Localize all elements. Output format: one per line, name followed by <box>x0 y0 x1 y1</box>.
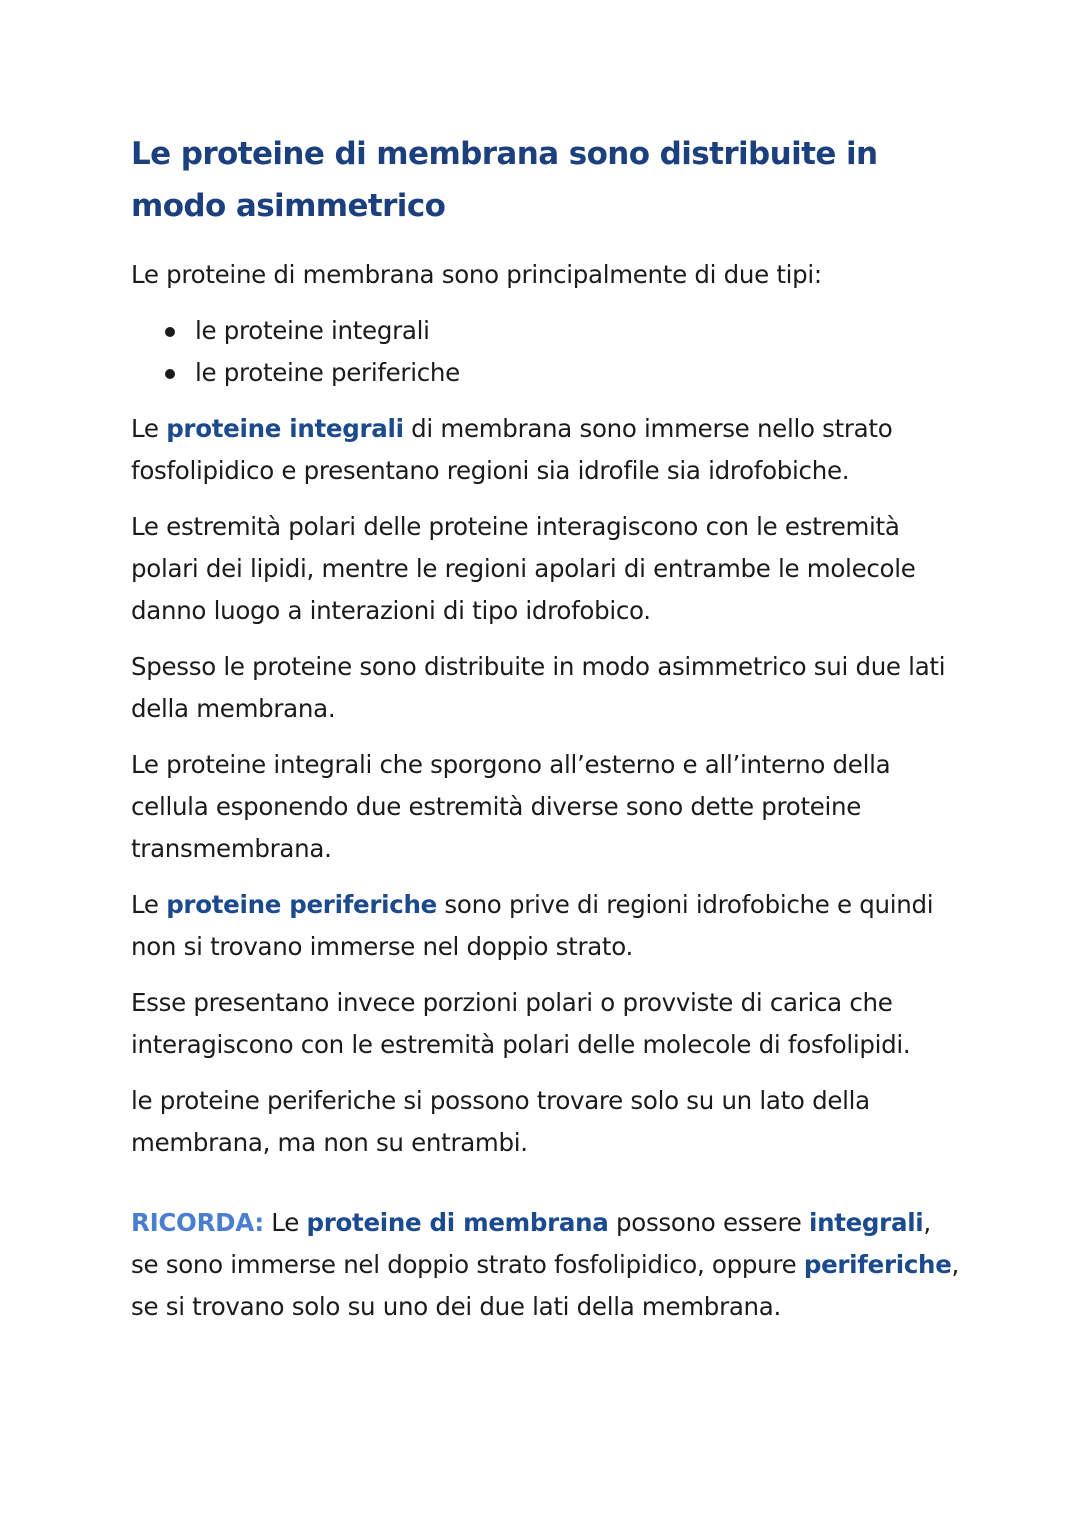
text-span: , se sono immerse nel doppio strato fosfolipidico, oppure <box>131 1208 931 1279</box>
list-item-label: le proteine integrali <box>195 316 430 345</box>
polar-ends-paragraph: Le estremità polari delle proteine interagiscono con le estremità polari dei lipidi, mentre le regioni apolari di entrambe le molecole danno luogo a interazioni di tipo idrofobico. <box>131 512 916 625</box>
text-span: , se si trovano solo su uno dei due lati della membrana. <box>131 1250 960 1321</box>
protein-types-list <box>131 310 961 394</box>
intro-paragraph: Le proteine di membrana sono principalmente di due tipi: <box>131 260 822 289</box>
ricorda-label: RICORDA <box>131 1208 255 1237</box>
list-item-label: le proteine periferiche <box>195 358 460 387</box>
list-item <box>165 310 961 352</box>
ricorda-note <box>131 1202 961 1328</box>
one-side-paragraph: le proteine periferiche si possono trovare solo su un lato della membrana, ma non su entrambi. <box>131 1086 870 1157</box>
text-span: Le <box>131 890 167 919</box>
highlight-term: periferiche <box>803 1250 952 1279</box>
transmembrane-paragraph: Le proteine integrali che sporgono all’esterno e all’interno della cellula esponendo due estremità diverse sono dette proteine transmembrana. <box>131 750 891 863</box>
bullet-icon <box>165 327 175 337</box>
text-span: Le <box>131 414 167 443</box>
page-title: Le proteine di membrana sono distribuite in modo asimmetrico <box>131 136 878 224</box>
polar-portions-paragraph: Esse presentano invece porzioni polari o provviste di carica che interagiscono con le estremità polari delle molecole di fosfolipidi. <box>131 988 911 1059</box>
text-span: Le <box>263 1208 307 1237</box>
text-span: possono essere <box>608 1208 809 1237</box>
integral-proteins-paragraph <box>131 408 961 492</box>
highlight-term: integrali <box>808 1208 924 1237</box>
text-span: sono prive di regioni idrofobiche e quindi non si trovano immerse nel doppio strato. <box>131 890 934 961</box>
ricorda-colon: : <box>254 1208 264 1237</box>
peripheral-proteins-paragraph <box>131 884 961 968</box>
list-item <box>165 352 961 394</box>
document-page <box>131 128 961 1342</box>
text-span: di membrana sono immerse nello strato fosfolipidico e presentano regioni sia idrofile sia idrofobiche. <box>131 414 893 485</box>
highlight-term: proteine integrali <box>166 414 404 443</box>
highlight-term: proteine periferiche <box>166 890 437 919</box>
highlight-term: proteine di membrana <box>306 1208 609 1237</box>
bullet-icon <box>165 369 175 379</box>
asymmetry-paragraph: Spesso le proteine sono distribuite in modo asimmetrico sui due lati della membrana. <box>131 652 946 723</box>
